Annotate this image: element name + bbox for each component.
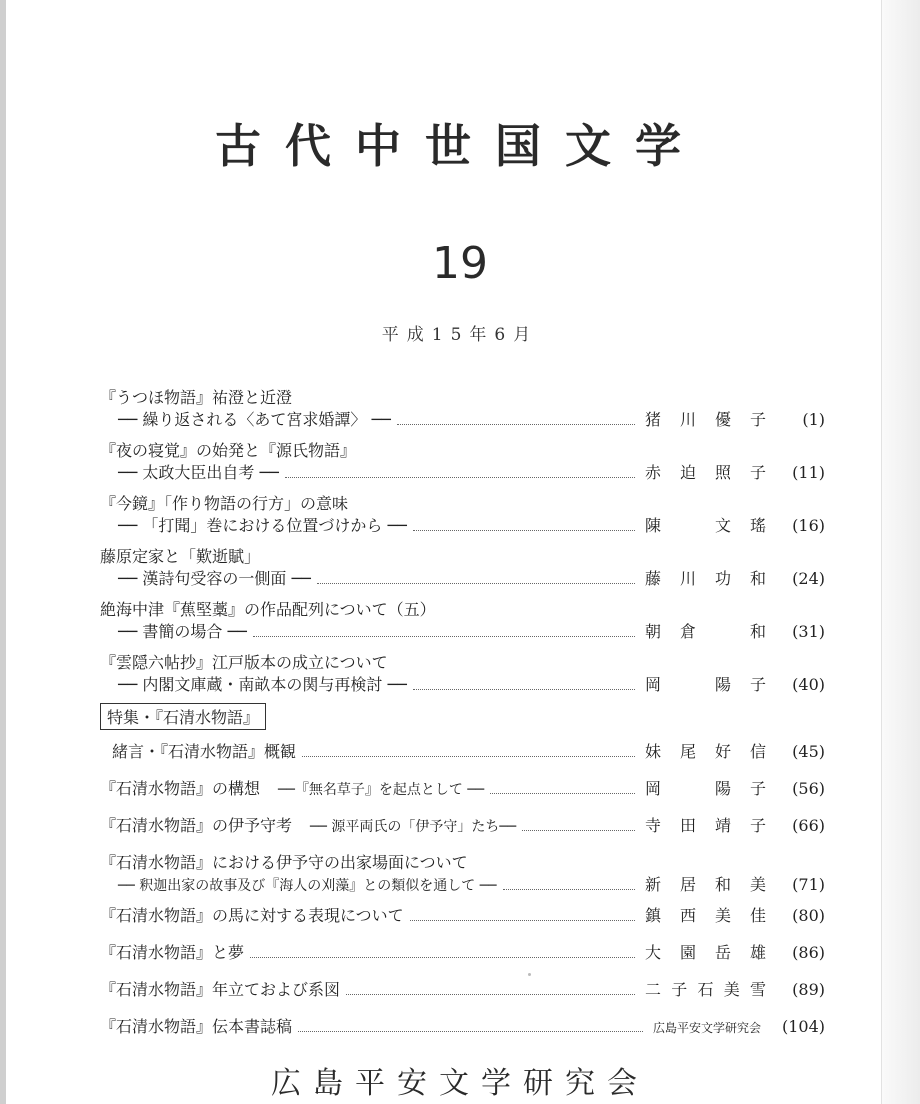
toc-entry-subtitle: ── 「打聞」巻における位置づけから ──: [118, 516, 407, 535]
leader-dots: [285, 476, 635, 478]
leader-dots: [397, 423, 635, 425]
leader-dots: [253, 635, 635, 637]
toc-entry-page: (1): [802, 410, 825, 429]
leader-dots: [413, 529, 635, 531]
toc-entry-author: 二子石美雪: [645, 980, 767, 999]
toc-entry-author: 新居和美: [645, 875, 767, 894]
toc-entry-subtitle: ── 漢詩句受容の一側面 ──: [118, 569, 311, 588]
toc-entry-subtitle: ── 太政大臣出自考 ──: [118, 463, 279, 482]
toc-entry-title: 『石清水物語』の構想: [100, 779, 261, 798]
toc-entry: [100, 739, 825, 776]
table-of-contents: [100, 385, 825, 1051]
toc-entry-page: (31): [792, 622, 825, 641]
toc-entry-page: (16): [792, 516, 825, 535]
volume-number: 19: [432, 238, 488, 289]
toc-entry-page: (24): [792, 569, 825, 588]
leader-dots: [250, 956, 635, 958]
toc-entry-author: 朝倉 和: [645, 622, 767, 641]
publisher-name: 広島平安文学研究会: [271, 1066, 649, 1101]
toc-entry-title: 『夜の寝覚』の始発と『源氏物語』: [100, 441, 357, 460]
toc-entry-subtitle: ── 書簡の場合 ──: [118, 622, 247, 641]
leader-dots: [346, 993, 635, 995]
toc-entry-title: 『石清水物語』年立ておよび系図: [100, 980, 341, 999]
toc-entry-title: 『石清水物語』における伊予守の出家場面について: [100, 853, 468, 872]
toc-entry-title: 『石清水物語』の馬に対する表現について: [100, 906, 404, 925]
toc-entry-title: 『今鏡』「作り物語の行方」の意味: [100, 494, 349, 513]
toc-entry-subtitle: ── 内閣文庫蔵・南畝本の関与再検討 ──: [118, 675, 407, 694]
toc-entry: [100, 544, 825, 597]
toc-entry-author: 寺田靖子: [645, 816, 767, 835]
toc-entry-page: (104): [781, 1017, 825, 1036]
toc-entry: [100, 776, 825, 813]
toc-entry-author: 妹尾好信: [645, 742, 767, 761]
toc-entry-page: (89): [792, 980, 825, 999]
toc-entry-title: 絶海中津『蕉堅藁』の作品配列について（五）: [100, 600, 436, 619]
toc-entry: [100, 977, 825, 1014]
toc-entry-page: (40): [792, 675, 825, 694]
toc-entry: [100, 850, 825, 903]
toc-entry: [100, 438, 825, 491]
special-feature-label: 特集・『石清水物語』: [100, 703, 266, 730]
leader-dots: [298, 1030, 643, 1032]
toc-entry-title: 緒言・『石清水物語』概観: [112, 742, 297, 761]
toc-entry-author: 広島平安文学研究会: [653, 1021, 762, 1035]
toc-entry-title: 『石清水物語』の伊予守考: [100, 816, 293, 835]
toc-entry: [100, 1014, 825, 1051]
toc-entry-subtitle: ── 繰り返される〈あて宮求婚譚〉 ──: [118, 410, 391, 429]
toc-entry-page: (56): [792, 779, 825, 798]
publication-date: 平成15年6月: [381, 325, 539, 345]
toc-entry-page: (45): [792, 742, 825, 761]
leader-dots: [317, 582, 635, 584]
toc-entry-page: (86): [792, 943, 825, 962]
toc-entry-author: 藤川功和: [645, 569, 767, 588]
leader-dots: [522, 829, 635, 831]
toc-entry-author: 赤迫照子: [645, 463, 767, 482]
leader-dots: [413, 688, 635, 690]
leader-dots: [503, 888, 635, 890]
toc-entry: [100, 650, 825, 703]
journal-title: 古代中世国文学: [215, 119, 705, 173]
toc-entry-author: 岡 陽子: [645, 779, 767, 798]
toc-entry: [100, 813, 825, 850]
toc-entry: [100, 940, 825, 977]
toc-entry: [100, 597, 825, 650]
toc-entry-page: (11): [792, 463, 825, 482]
toc-entry-page: (71): [792, 875, 825, 894]
leader-dots: [302, 755, 635, 757]
toc-entry-author: 陳 文瑤: [645, 516, 767, 535]
toc-entry-author: 岡 陽子: [645, 675, 767, 694]
toc-entry-subtitle: ──『無名草子』を起点として ──: [278, 782, 485, 798]
toc-entry-title: 『石清水物語』伝本書誌稿: [100, 1017, 293, 1036]
leader-dots: [410, 919, 635, 921]
toc-entry-title: 『石清水物語』と夢: [100, 943, 245, 962]
toc-entry: [100, 491, 825, 544]
toc-entry-author: 大園岳雄: [645, 943, 767, 962]
toc-entry-title: 『雲隠六帖抄』江戸版本の成立について: [100, 653, 388, 672]
leader-dots: [490, 792, 635, 794]
toc-entry-title: 藤原定家と「歎逝賦」: [100, 547, 261, 566]
toc-entry-page: (66): [792, 816, 825, 835]
toc-entry-author: 猪川優子: [645, 410, 767, 429]
special-feature-heading: [100, 703, 825, 739]
toc-entry: [100, 385, 825, 438]
toc-entry-title: 『うつほ物語』祐澄と近澄: [100, 388, 293, 407]
toc-entry-author: 鎮西美佳: [645, 906, 767, 925]
paper-speck: [528, 973, 531, 976]
toc-entry-page: (80): [792, 906, 825, 925]
toc-entry: [100, 903, 825, 940]
toc-entry-subtitle: ── 源平両氏の「伊予守」たち──: [310, 819, 517, 835]
toc-entry-subtitle: ── 釈迦出家の故事及び『海人の刈藻』との類似を通して ──: [118, 878, 497, 894]
